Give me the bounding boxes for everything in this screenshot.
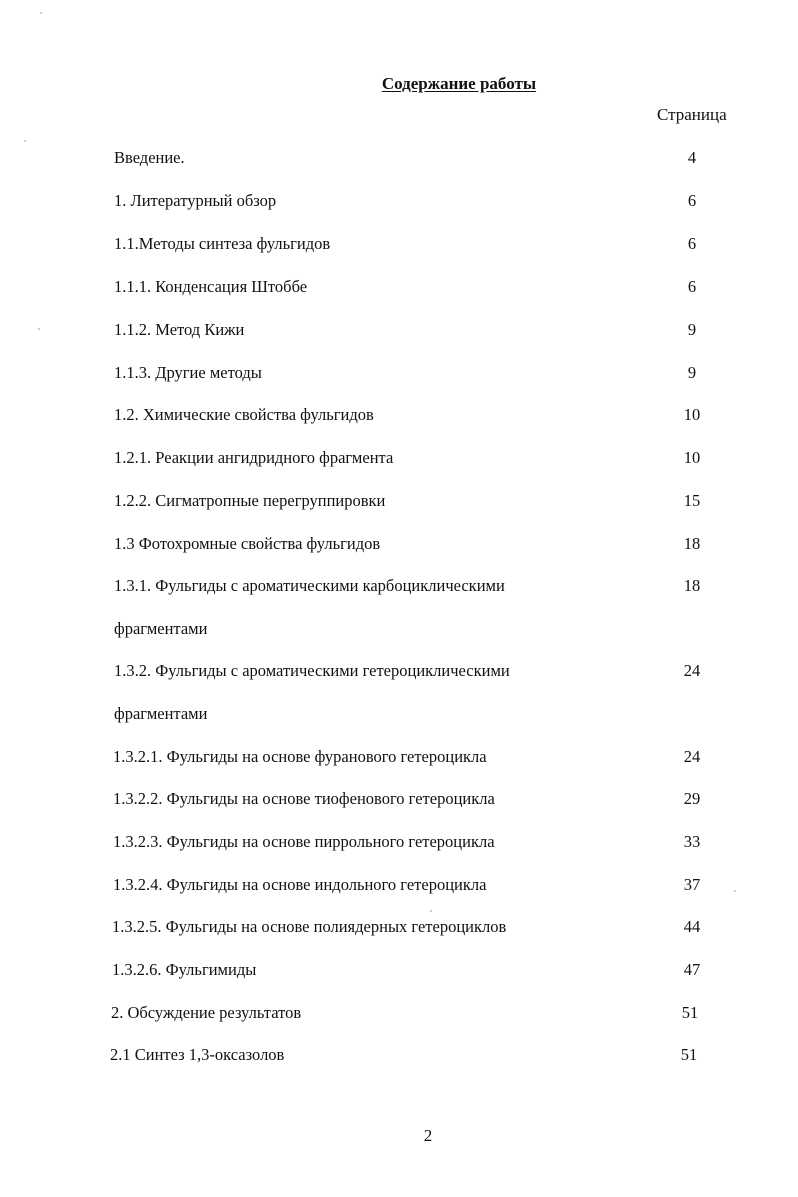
scan-speck (24, 140, 26, 142)
toc-entry-title: фрагментами (114, 619, 208, 638)
toc-entry-page: 10 (683, 405, 701, 424)
toc-entry-page: 9 (687, 320, 697, 339)
toc-entry-title: 1.3.2. Фульгиды с ароматическими гетероциклическими (114, 661, 510, 680)
toc-entry-title: 1.2.1. Реакции ангидридного фрагмента (114, 448, 394, 467)
toc-entry-title: 1.3.2.1. Фульгиды на основе фуранового гетероцикла (113, 747, 487, 766)
toc-entry-page: 6 (687, 234, 697, 253)
toc-entry-title: 1.1.2. Метод Кижи (114, 320, 245, 339)
toc-entry-page: 15 (683, 491, 701, 510)
toc-entry-title: 1.3.2.2. Фульгиды на основе тиофенового гетероцикла (113, 789, 495, 808)
toc-entry-page: 51 (680, 1045, 698, 1064)
scan-speck (40, 12, 42, 14)
toc-entry-title: 1.3.2.6. Фульгимиды (112, 960, 257, 979)
toc-entry-page: 24 (683, 661, 701, 680)
toc-entry-page: 18 (683, 576, 701, 595)
toc-entry-title: 1.3.2.4. Фульгиды на основе индольного гетероцикла (113, 875, 487, 894)
toc-entry-page: 18 (683, 534, 701, 553)
toc-entry-page: 4 (687, 148, 697, 167)
scan-speck (430, 910, 432, 912)
toc-entry-title: 1.1.3. Другие методы (114, 363, 262, 382)
toc-entry-page: 44 (683, 917, 701, 936)
page-number: 2 (423, 1126, 433, 1145)
scan-speck (38, 328, 40, 330)
toc-entry-title: фрагментами (114, 704, 208, 723)
toc-entry-title: 1.2. Химические свойства фульгидов (114, 405, 374, 424)
toc-entry-title: 1.3.1. Фульгиды с ароматическими карбоциклическими (114, 576, 505, 595)
toc-entry-title: 1.3 Фотохромные свойства фульгидов (114, 534, 381, 553)
page-column-header: Страница (657, 105, 727, 124)
toc-entry-page: 10 (683, 448, 701, 467)
toc-entry-page: 51 (681, 1003, 699, 1022)
toc-entry-page: 47 (683, 960, 701, 979)
toc-entry-title: 1.3.2.3. Фульгиды на основе пиррольного гетероцикла (113, 832, 495, 851)
toc-entry-title: 1. Литературный обзор (114, 191, 277, 210)
toc-entry-title: 1.1.Методы синтеза фульгидов (114, 234, 331, 253)
toc-entry-title: 2.1 Синтез 1,3-оксазолов (110, 1045, 285, 1064)
scan-speck (734, 890, 736, 892)
toc-entry-title: Введение. (114, 148, 185, 167)
toc-entry-page: 29 (683, 789, 701, 808)
toc-entry-page: 24 (683, 747, 701, 766)
toc-entry-page: 33 (683, 832, 701, 851)
toc-entry-title: 2. Обсуждение результатов (111, 1003, 302, 1022)
toc-entry-title: 1.2.2. Сигматропные перегруппировки (114, 491, 386, 510)
toc-entry-page: 6 (687, 191, 697, 210)
toc-entry-page: 6 (687, 277, 697, 296)
toc-entry-page: 9 (687, 363, 697, 382)
toc-entry-page: 37 (683, 875, 701, 894)
toc-entry-title: 1.1.1. Конденсация Штоббе (114, 277, 308, 296)
toc-entry-title: 1.3.2.5. Фульгиды на основе полиядерных гетероциклов (112, 917, 507, 936)
page-title: Содержание работы (381, 74, 537, 93)
